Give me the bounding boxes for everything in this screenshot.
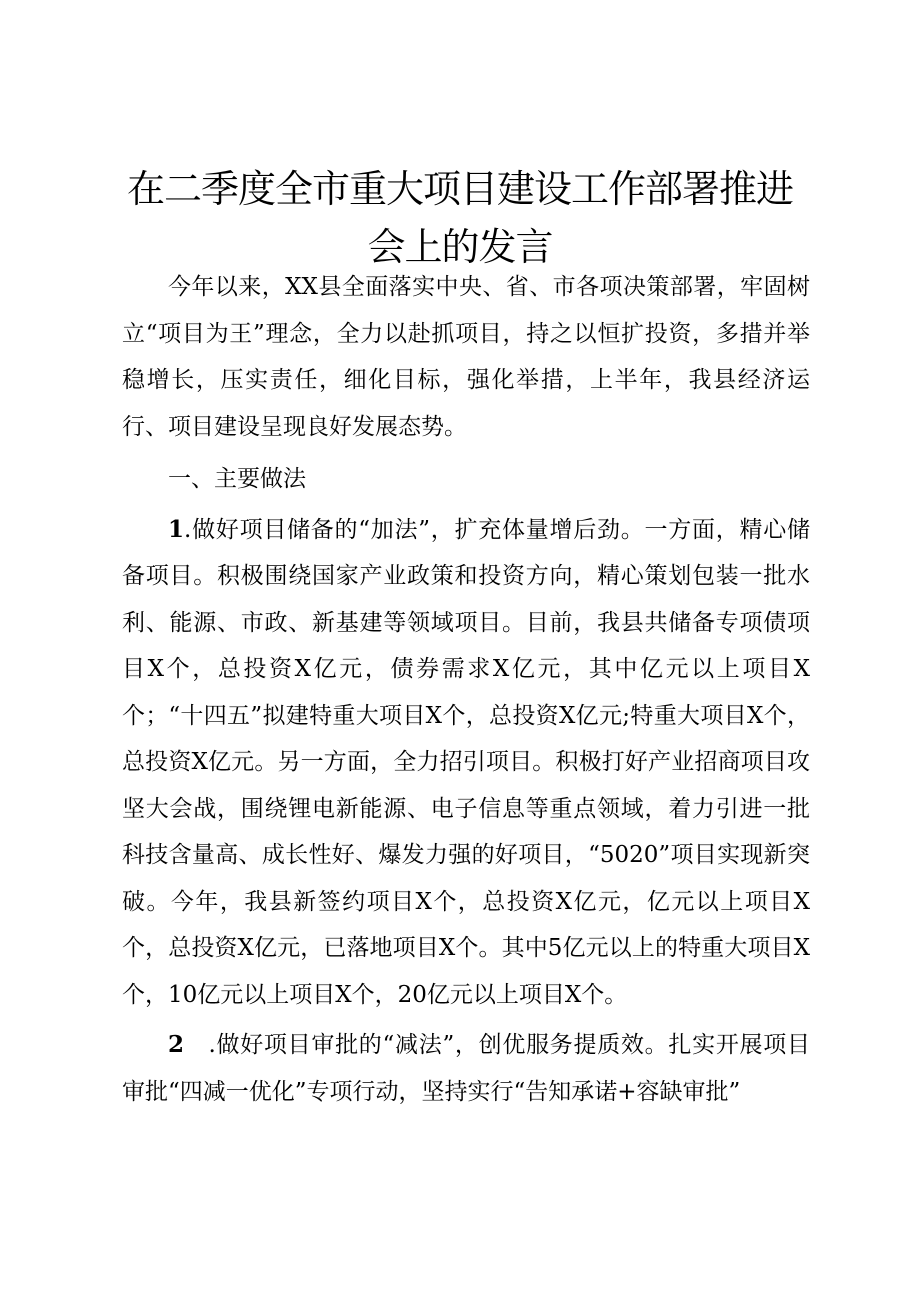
document-title: 在二季度全市重大项目建设工作部署推进会上的发言 bbox=[126, 167, 793, 269]
item-1-text: .做好项目储备的“加法”，扩充体量增后劲。一方面，精心储备项目。积极围绕国家产业政策和投资方向，精心策划包装一批水利、能源、市政、新基建等领域项目。目前，我县共储备专项债项目X个，总投资X亿元，债券需求X亿元，其中亿元以上项目X个；“十四五”拟建特重大项目X个，总投资X亿元;特重大项目X个，总投资X亿元。另一方面，全力招引项目。积极打好产业招商项目攻坚大会战，围绕锂电新能源、电子信息等重点领域，着力引进一批科技含量高、成长性好、爆发力强的好项目，“5020”项目实现新突破。今年，我县新签约项目X个，总投资X亿元，亿元以上项目X个，总投资X亿元，已落地项目X个。其中5亿元以上的特重大项目X个，10亿元以上项目X个，20亿元以上项目X个。 bbox=[122, 516, 810, 1008]
document-body bbox=[122, 264, 810, 1115]
item-1-number: 1 bbox=[168, 515, 185, 543]
item-2-text: .做好项目审批的“减法”，创优服务提质效。扎实开展项目审批“四减一优化”专项行动，坚持实行“告知承诺+容缺审批” bbox=[122, 1032, 810, 1105]
item-1-paragraph bbox=[122, 507, 810, 1019]
intro-paragraph: 今年以来，XX县全面落实中央、省、市各项决策部署，牢固树立“项目为王”理念，全力以赴抓项目，持之以恒扩投资，多措并举稳增长，压实责任，细化目标，强化举措，上半年，我县经济运行、项目建设呈现良好发展态势。 bbox=[122, 274, 810, 440]
item-2-paragraph bbox=[122, 1022, 810, 1115]
item-2-number: 2 bbox=[168, 1031, 185, 1058]
section-heading: 一、主要做法 bbox=[168, 466, 306, 492]
